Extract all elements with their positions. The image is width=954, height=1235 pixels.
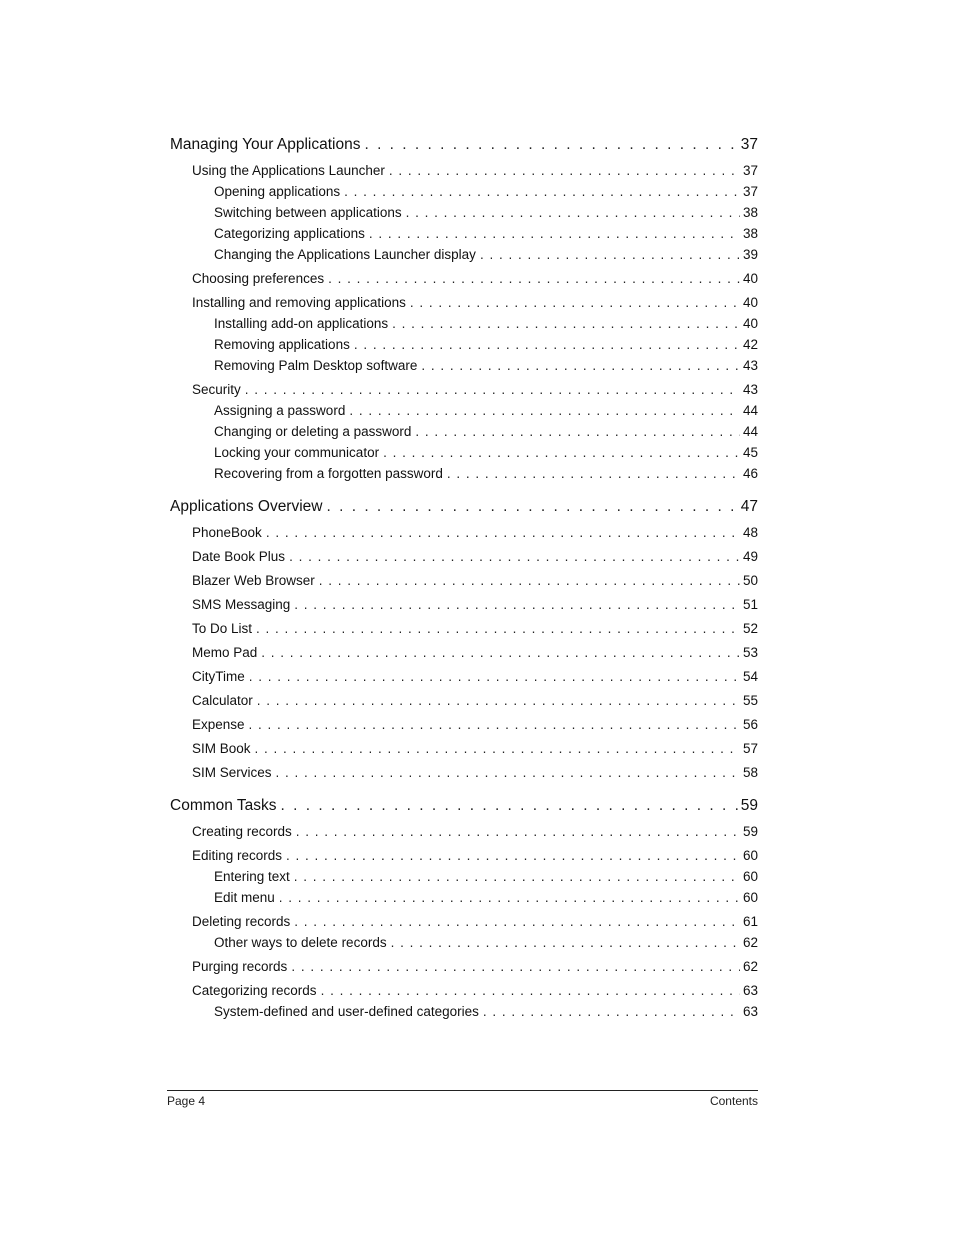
dot-leader: [294, 866, 740, 887]
toc-page-number: 40: [742, 316, 758, 331]
toc-entry-title: Expense: [192, 717, 245, 732]
dot-leader: [328, 268, 740, 289]
dot-leader: [369, 223, 740, 244]
toc-page-number: 37: [742, 163, 758, 178]
toc-page-number: 37: [742, 184, 758, 199]
toc-entry-title: Common Tasks: [170, 797, 277, 814]
toc-entry-title: SMS Messaging: [192, 597, 291, 612]
toc-subentry[interactable]: [170, 313, 758, 334]
toc-subentry[interactable]: [170, 334, 758, 355]
toc-entry-title: System-defined and user-defined categories: [214, 1004, 479, 1019]
toc-section: [170, 134, 758, 484]
dot-leader: [257, 690, 740, 711]
dot-leader: [392, 313, 740, 334]
dot-leader: [294, 594, 740, 615]
toc-entry-title: SIM Book: [192, 741, 251, 756]
toc-page-number: 46: [742, 466, 758, 481]
toc-entry-title: SIM Services: [192, 765, 272, 780]
dot-leader: [391, 932, 740, 953]
toc-entry-title: Installing and removing applications: [192, 295, 406, 310]
toc-subentry[interactable]: [170, 400, 758, 421]
toc-entry-title: Categorizing applications: [214, 226, 365, 241]
toc-entry-title: Switching between applications: [214, 205, 402, 220]
toc-entry-title: Other ways to delete records: [214, 935, 387, 950]
toc-entry-title: Entering text: [214, 869, 290, 884]
toc-entry-title: Choosing preferences: [192, 271, 325, 286]
toc-page-number: 39: [742, 247, 758, 262]
toc-entry-title: Edit menu: [214, 890, 275, 905]
dot-leader: [279, 887, 740, 908]
toc-entry-title: Creating records: [192, 824, 292, 839]
toc-entry[interactable]: [170, 522, 758, 543]
toc-entry-title: Opening applications: [214, 184, 341, 199]
toc-entry[interactable]: [170, 618, 758, 639]
toc-page-number: 38: [742, 226, 758, 241]
toc-page-number: 52: [742, 621, 758, 636]
toc-entry[interactable]: [170, 738, 758, 759]
dot-leader: [286, 845, 740, 866]
toc-entry-title: Blazer Web Browser: [192, 573, 315, 588]
dot-leader: [349, 400, 740, 421]
dot-leader: [483, 1001, 740, 1022]
dot-leader: [406, 202, 740, 223]
toc-page-number: 49: [742, 549, 758, 564]
toc-subentry[interactable]: [170, 202, 758, 223]
toc-subentry[interactable]: [170, 1001, 758, 1022]
toc-entry-title: Date Book Plus: [192, 549, 286, 564]
dot-leader: [410, 292, 740, 313]
dot-leader: [415, 421, 740, 442]
toc-page-number: 38: [742, 205, 758, 220]
toc-entry-title: Changing the Applications Launcher display: [214, 247, 476, 262]
toc-entry[interactable]: [170, 956, 758, 977]
toc-page-number: 42: [742, 337, 758, 352]
toc-page-number: 58: [742, 765, 758, 780]
toc-entry[interactable]: [170, 821, 758, 842]
toc-entry-title: Removing Palm Desktop software: [214, 358, 418, 373]
table-of-contents: [170, 134, 758, 1022]
toc-entry-title: Removing applications: [214, 337, 350, 352]
toc-entry[interactable]: [170, 546, 758, 567]
toc-entry[interactable]: [170, 379, 758, 400]
dot-leader: [289, 546, 740, 567]
toc-subentry[interactable]: [170, 355, 758, 376]
toc-page-number: 47: [740, 498, 758, 515]
toc-page-number: 59: [742, 824, 758, 839]
toc-page-number: 44: [742, 403, 758, 418]
toc-entry-title: Purging records: [192, 959, 288, 974]
page-footer: [167, 1094, 758, 1108]
toc-entry-title: Assigning a password: [214, 403, 346, 418]
toc-entry[interactable]: [170, 292, 758, 313]
dot-leader: [480, 244, 740, 265]
dot-leader: [245, 379, 740, 400]
dot-leader: [326, 496, 737, 518]
dot-leader: [291, 956, 740, 977]
dot-leader: [276, 762, 740, 783]
toc-entry[interactable]: [170, 570, 758, 591]
dot-leader: [421, 355, 740, 376]
dot-leader: [344, 181, 740, 202]
toc-entry-title: Memo Pad: [192, 645, 258, 660]
toc-entry-title: Locking your communicator: [214, 445, 380, 460]
toc-subentry[interactable]: [170, 421, 758, 442]
toc-subentry[interactable]: [170, 887, 758, 908]
toc-entry[interactable]: [170, 845, 758, 866]
toc-entry[interactable]: [170, 666, 758, 687]
toc-page-number: 45: [742, 445, 758, 460]
toc-page-number: 48: [742, 525, 758, 540]
chapter-name: Contents: [709, 1094, 758, 1108]
toc-entry[interactable]: [170, 714, 758, 735]
toc-page-number: 56: [742, 717, 758, 732]
toc-page-number: 40: [742, 271, 758, 286]
toc-entry[interactable]: [170, 690, 758, 711]
toc-entry[interactable]: [170, 594, 758, 615]
toc-page-number: 61: [742, 914, 758, 929]
toc-subentry[interactable]: [170, 463, 758, 484]
dot-leader: [321, 980, 740, 1001]
toc-entry-title: Recovering from a forgotten password: [214, 466, 443, 481]
dot-leader: [296, 821, 740, 842]
toc-chapter-heading[interactable]: [170, 134, 758, 156]
page-number: Page 4: [167, 1094, 206, 1108]
toc-entry-title: Calculator: [192, 693, 253, 708]
toc-page-number: 57: [742, 741, 758, 756]
toc-entry[interactable]: [170, 268, 758, 289]
toc-entry-title: Security: [192, 382, 241, 397]
toc-section: [170, 795, 758, 1022]
dot-leader: [249, 666, 740, 687]
toc-page-number: 51: [742, 597, 758, 612]
dot-leader: [319, 570, 740, 591]
toc-page-number: 63: [742, 1004, 758, 1019]
toc-page-number: 62: [742, 935, 758, 950]
dot-leader: [249, 714, 740, 735]
dot-leader: [389, 160, 740, 181]
toc-page-number: 59: [740, 797, 758, 814]
toc-page-number: 63: [742, 983, 758, 998]
toc-section: [170, 496, 758, 783]
toc-page-number: 60: [742, 869, 758, 884]
toc-page-number: 44: [742, 424, 758, 439]
toc-entry[interactable]: [170, 762, 758, 783]
toc-subentry[interactable]: [170, 932, 758, 953]
dot-leader: [256, 618, 740, 639]
toc-entry-title: Deleting records: [192, 914, 291, 929]
toc-chapter-heading[interactable]: [170, 496, 758, 518]
dot-leader: [281, 795, 738, 817]
toc-subentry[interactable]: [170, 442, 758, 463]
toc-page-number: 50: [742, 573, 758, 588]
toc-entry-title: Changing or deleting a password: [214, 424, 412, 439]
toc-page-number: 37: [740, 136, 758, 153]
toc-subentry[interactable]: [170, 181, 758, 202]
toc-page-number: 43: [742, 382, 758, 397]
toc-subentry[interactable]: [170, 223, 758, 244]
toc-entry[interactable]: [170, 642, 758, 663]
toc-page-number: 60: [742, 890, 758, 905]
dot-leader: [261, 642, 740, 663]
toc-entry[interactable]: [170, 160, 758, 181]
toc-entry[interactable]: [170, 980, 758, 1001]
dot-leader: [255, 738, 740, 759]
toc-entry-title: CityTime: [192, 669, 245, 684]
toc-page-number: 53: [742, 645, 758, 660]
toc-page-number: 62: [742, 959, 758, 974]
toc-page-number: 43: [742, 358, 758, 373]
dot-leader: [266, 522, 740, 543]
toc-entry-title: Editing records: [192, 848, 283, 863]
dot-leader: [447, 463, 740, 484]
toc-entry-title: Managing Your Applications: [170, 136, 361, 153]
toc-entry-title: Applications Overview: [170, 498, 323, 515]
toc-subentry[interactable]: [170, 866, 758, 887]
toc-page-number: 54: [742, 669, 758, 684]
toc-entry-title: Installing add-on applications: [214, 316, 389, 331]
toc-page-number: 40: [742, 295, 758, 310]
toc-chapter-heading[interactable]: [170, 795, 758, 817]
dot-leader: [364, 134, 737, 156]
toc-page-number: 60: [742, 848, 758, 863]
toc-entry-title: Using the Applications Launcher: [192, 163, 385, 178]
toc-entry[interactable]: [170, 911, 758, 932]
toc-subentry[interactable]: [170, 244, 758, 265]
toc-entry-title: Categorizing records: [192, 983, 317, 998]
dot-leader: [294, 911, 740, 932]
toc-entry-title: PhoneBook: [192, 525, 262, 540]
toc-entry-title: To Do List: [192, 621, 253, 636]
toc-page-number: 55: [742, 693, 758, 708]
dot-leader: [383, 442, 740, 463]
dot-leader: [354, 334, 740, 355]
footer-divider: [167, 1090, 758, 1091]
